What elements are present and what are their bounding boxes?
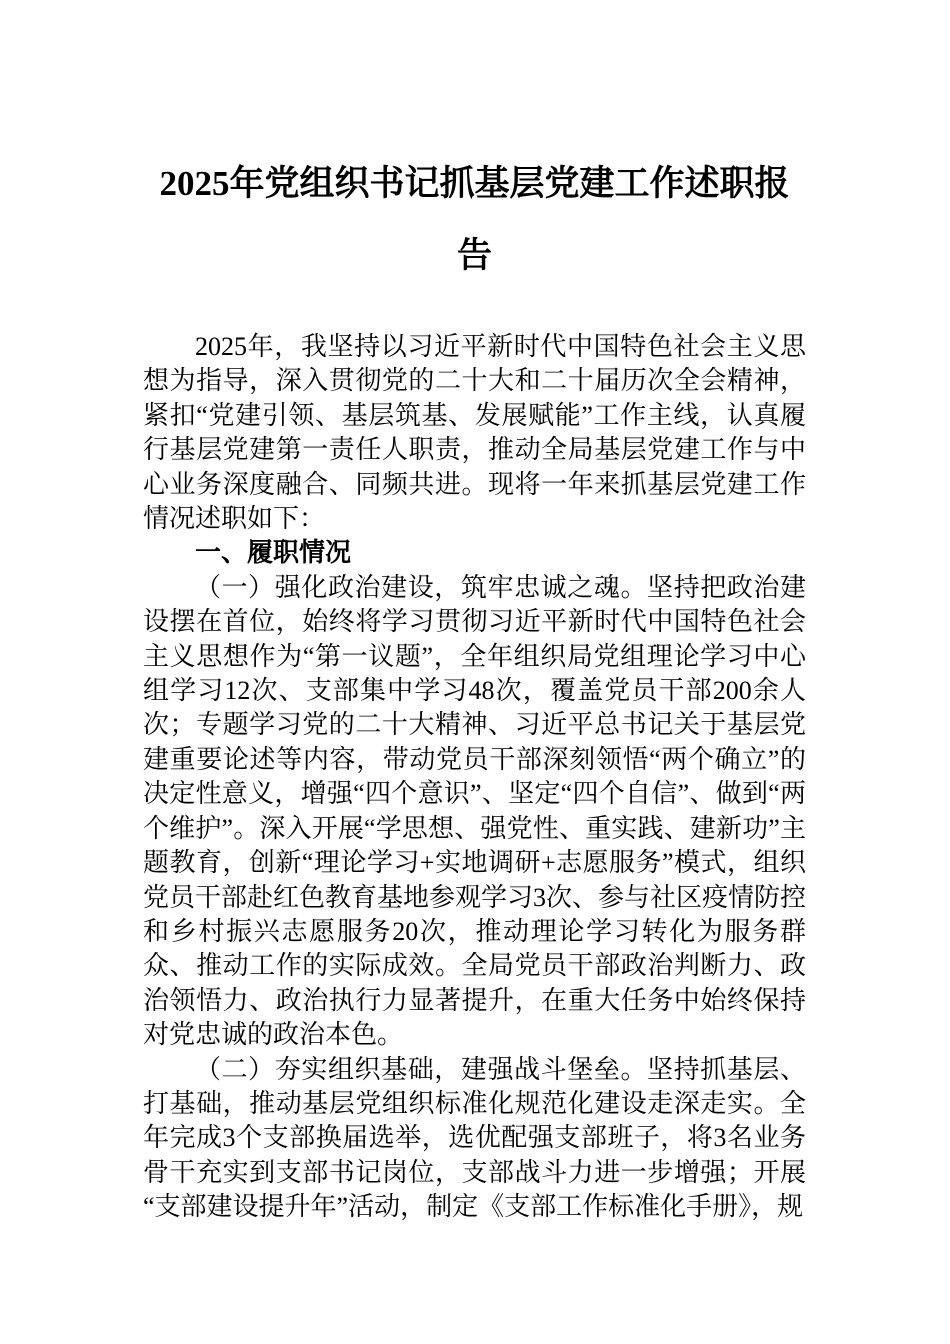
title-line-2: 告 — [456, 236, 492, 275]
paragraph-opening: 2025年，我坚持以习近平新时代中国特色社会主义思想为指导，深入贯彻党的二十大和二十届历次全会精神，紧扣“党建引领、基层筑基、发展赋能”工作主线，认真履行基层党建第一责任人职责，推动全局基层党建工作与中心业务深度融合、同频共进。现将一年来抓基层党建工作情况述职如下： — [143, 332, 806, 534]
section-heading-performance: 一、履职情况 — [195, 538, 352, 568]
paragraph-section-1-political-building: （一）强化政治建设，筑牢忠诚之魂。坚持把政治建设摆在首位，始终将学习贯彻习近平新时代中国特色社会主义思想作为“第一议题”，全年组织局党组理论学习中心组学习12次、支部集中学习48次，覆盖党员干部200余人次；专题学习党的二十大精神、习近平总书记关于基层党建重要论述等内容，带动党员干部深刻领悟“两个确立”的决定性意义，增强“四个意识”、坚定“四个自信”、做到“两个维护”。深入开展“学思想、强党性、重实践、建新功”主题教育，创新“理论学习+实地调研+志愿服务”模式，组织党员干部赴红色教育基地参观学习3次、参与社区疫情防控和乡村振兴志愿服务20次，推动理论学习转化为服务群众、推动工作的实际成效。全局党员干部政治判断力、政治领悟力、政治执行力显著提升，在重大任务中始终保持对党忠诚的政治本色。 — [143, 572, 807, 1050]
document-content — [143, 148, 806, 1225]
document-title — [143, 148, 806, 292]
paragraph-section-2-organizational-foundation: （二）夯实组织基础，建强战斗堡垒。坚持抓基层、打基础，推动基层党组织标准化规范化建设走深走实。全年完成3个支部换届选举，选优配强支部班子，将3名业务骨干充实到支部书记岗位，支部战斗力进一步增强；开展“支部建设提升年”活动，制定《支部工作标准化手册》，规 — [143, 1054, 806, 1222]
title-line-1: 2025年党组织书记抓基层党建工作述职报 — [159, 164, 790, 203]
